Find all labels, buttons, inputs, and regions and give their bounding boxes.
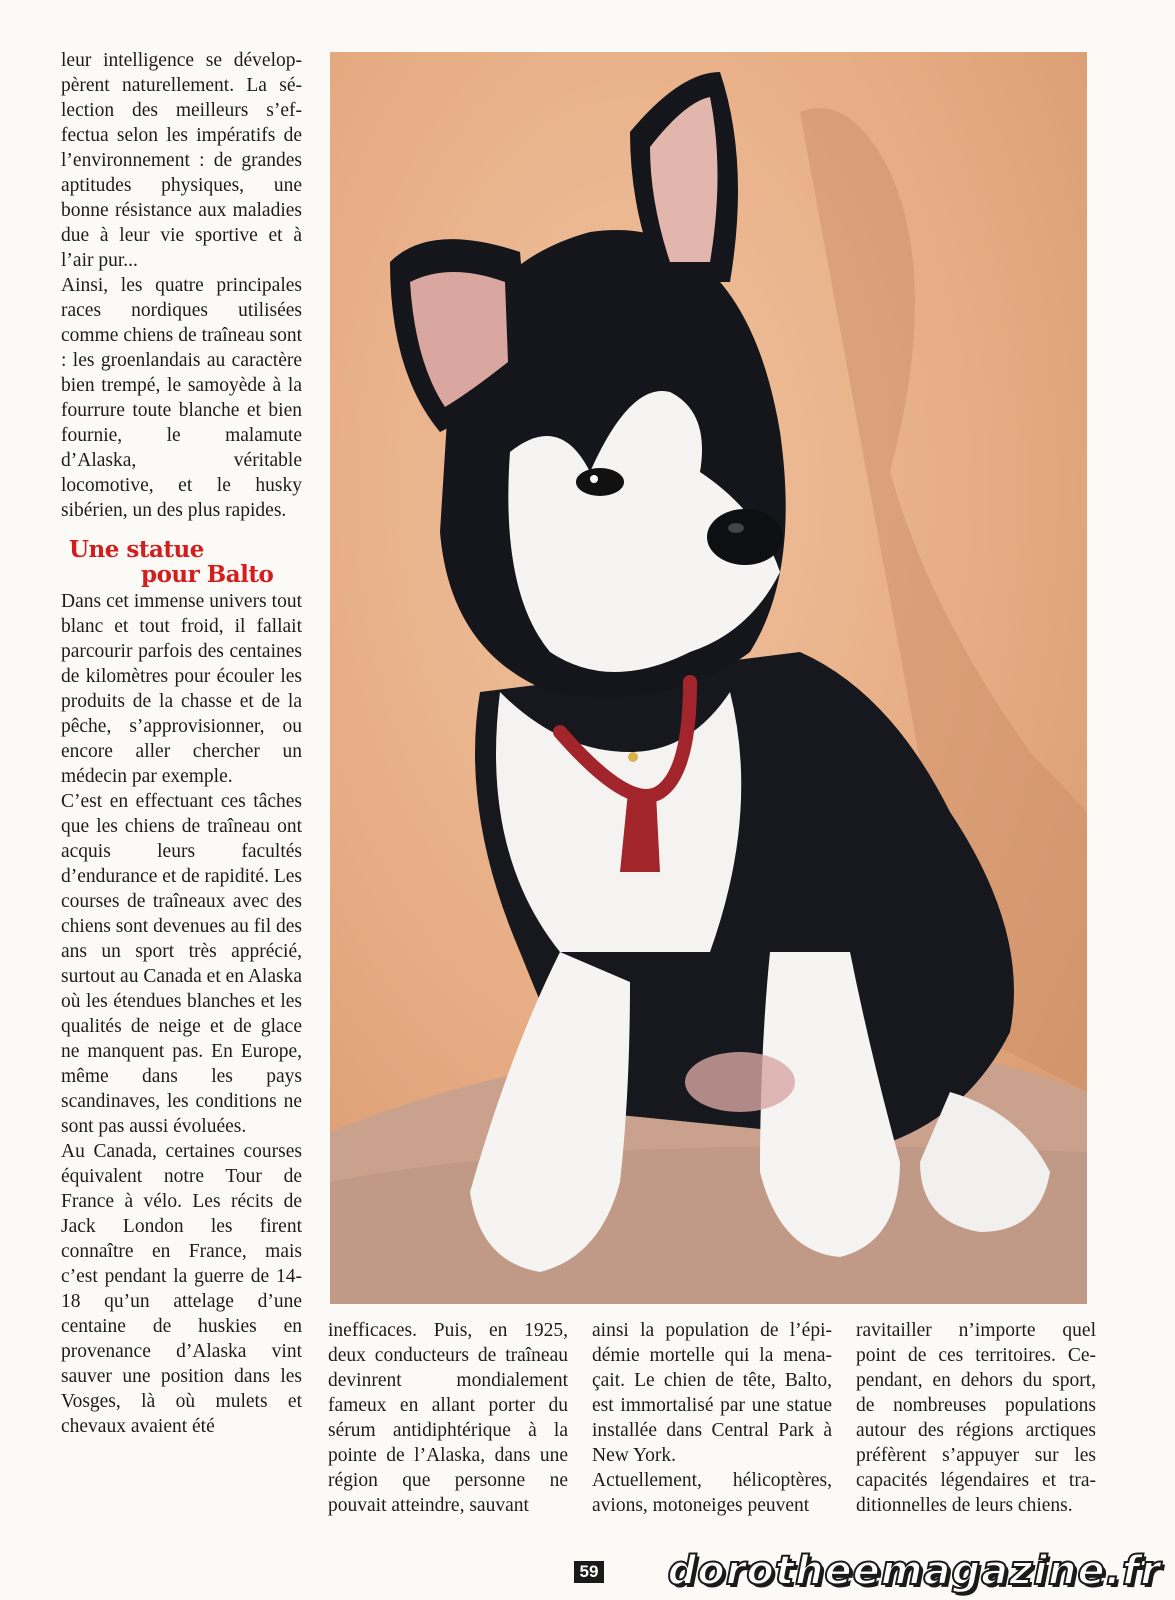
- paragraph: C’est en effectuant ces tâches que les chiens de traîneau ont acquis leurs facultés d’endurance et de rapidité. Les courses de traîneaux avec des chiens sont devenues au fil des ans un sport très apprécié, surtout au Canada et en Alaska où les étendues blanches et les qualités de neige et de glace ne manquent pas. En Europe, même dans les pays scandinaves, les conditions ne sont pas aussi évoluées.: [61, 791, 302, 1137]
- text-column-3: [592, 1318, 832, 1518]
- section-heading-line-2: pour Balto: [141, 561, 274, 588]
- paragraph: ainsi la population de l’épidémie mortelle qui la menaçait. Le chien de tête, Balto, est immortalisé par une statue installée dans Central Park à New York.: [592, 1320, 832, 1466]
- left-text-column: [61, 48, 302, 1439]
- paragraph: ravitailler n’importe quel point de ces territoires. Cependant, en dehors du sport, de nombreuses populations autour des régions arctiques préfèrent s’appuyer sur les capacités légendaires et traditionnelles de leurs chiens.: [856, 1320, 1096, 1516]
- paragraph: Au Canada, certaines courses équivalent notre Tour de France à vélo. Les récits de Jack London les firent connaître en France, mais c’est pendant la guerre de 14-18 qu’un attelage d’une centaine de huskies en provenance d’Alaska vint sauver une position dans les Vosges, là où mulets et chevaux avaient été: [61, 1141, 302, 1437]
- section-heading: [61, 537, 302, 587]
- paragraph: Actuellement, hélicoptères, avions, motoneiges peuvent: [592, 1470, 832, 1516]
- section-heading-line-1: Une statue: [69, 536, 204, 563]
- paragraph: leur intelligence se développèrent naturellement. La sélection des meilleurs s’effectua selon les impératifs de l’environnement : de grandes aptitudes physiques, une bonne résistance aux maladies due à leur vie sportive et à l’air pur...: [61, 50, 302, 271]
- text-column-2: [328, 1318, 568, 1518]
- site-watermark: dorotheemagazine.fr: [667, 1548, 1161, 1594]
- husky-puppy-photo: [330, 52, 1087, 1304]
- paragraph: inefficaces. Puis, en 1925, deux conducteurs de traîneau devinrent mondialement fameux en allant porter du sérum antidiphtérique à la pointe de l’Alaska, dans une région que personne ne pouvait atteindre, sauvant: [328, 1320, 568, 1516]
- page-number: 59: [574, 1561, 604, 1583]
- text-column-4: [856, 1318, 1096, 1518]
- husky-puppy-illustration: [330, 52, 1087, 1304]
- paragraph: Dans cet immense univers tout blanc et tout froid, il fallait parcourir parfois des centaines de kilomètres pour écouler les produits de la chasse et de la pêche, s’approvisionner, ou encore aller chercher un médecin par exemple.: [61, 591, 302, 787]
- paragraph: Ainsi, les quatre principales races nordiques utilisées comme chiens de traîneau sont : les groenlandais au caractère bien trempé, le samoyède à la fourrure toute blanche et bien fournie, le malamute d’Alaska, véritable locomotive, et le husky sibérien, un des plus rapides.: [61, 275, 302, 521]
